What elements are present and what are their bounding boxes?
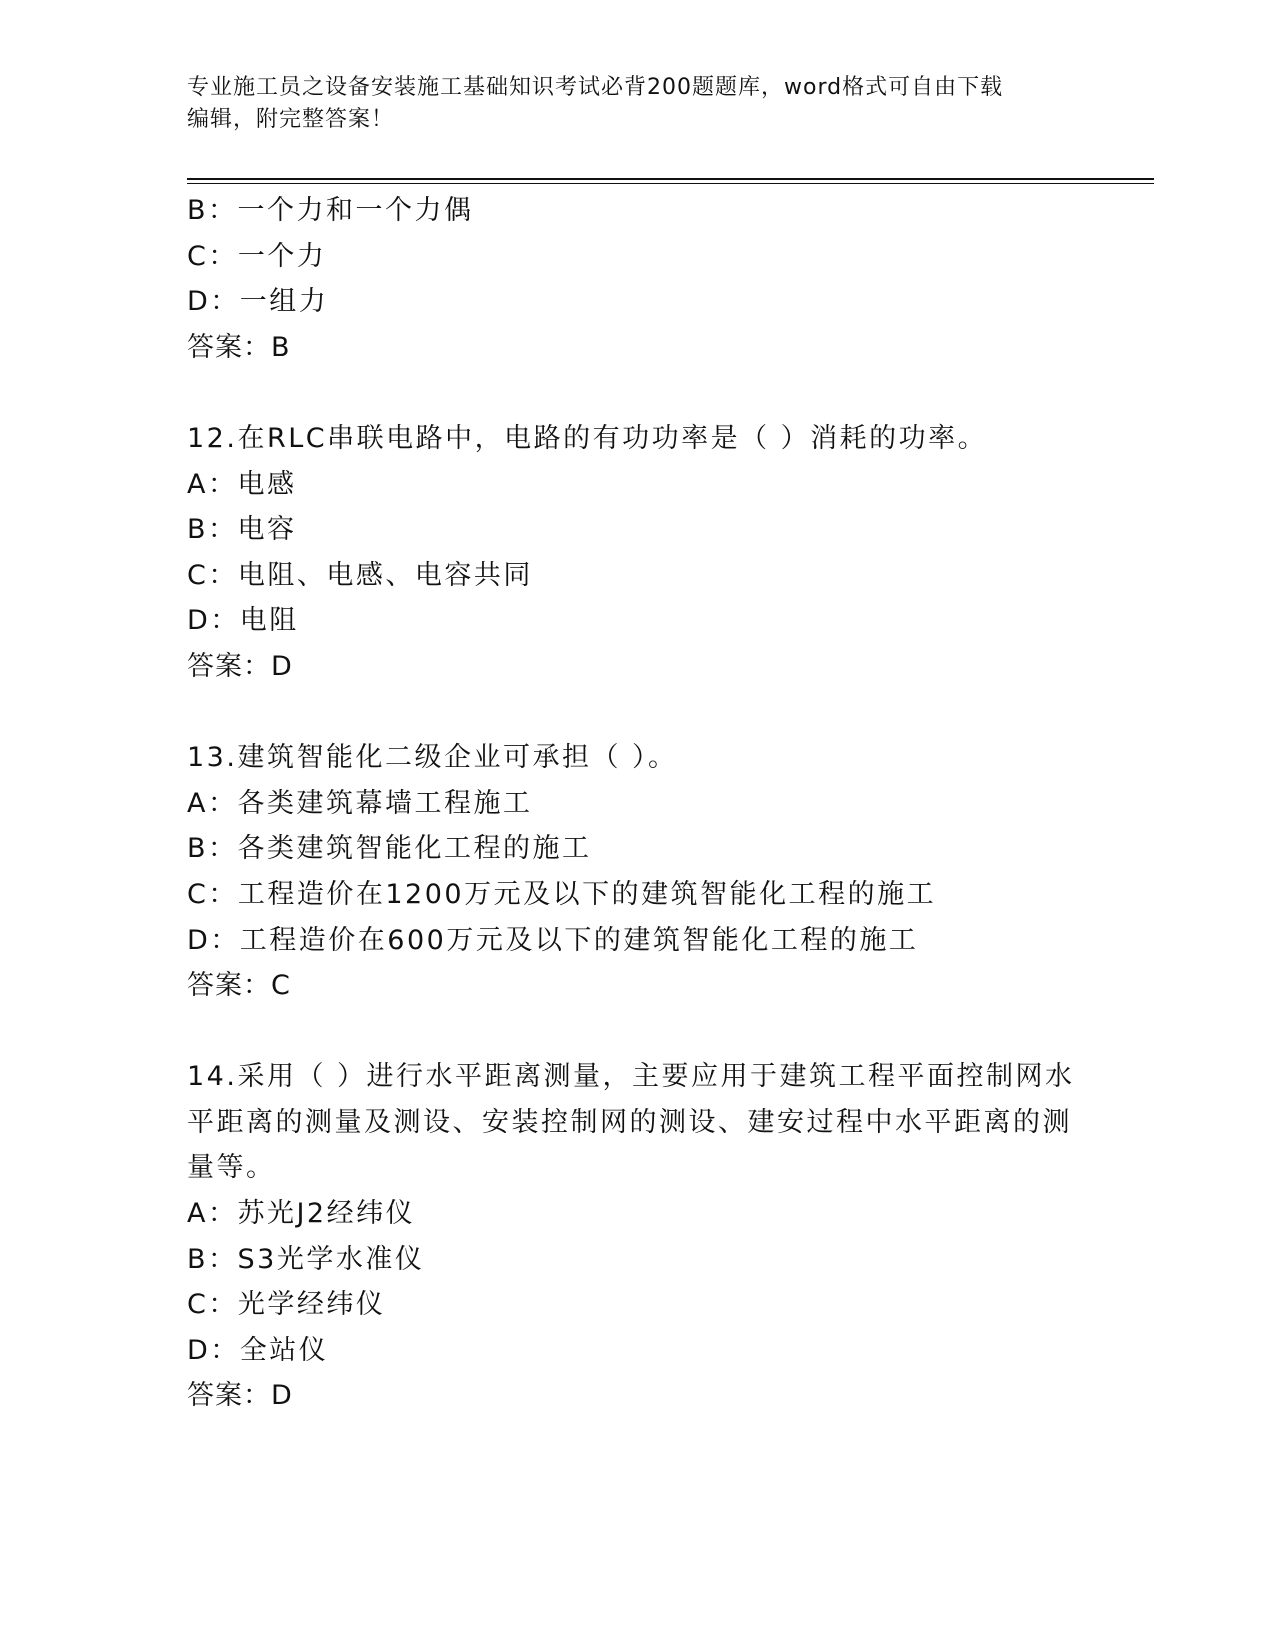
answer-line: 答案：C [187,970,291,1002]
header-divider-thin [187,183,1154,184]
option-d: D：一组力 [187,286,329,318]
header-title-line-1: 专业施工员之设备安装施工基础知识考试必背200题题库，word格式可自由下载 [187,75,1004,100]
question-stem: 13.建筑智能化二级企业可承担（ ）。 [187,742,678,774]
spacer [187,690,1087,736]
option-b: B：各类建筑智能化工程的施工 [187,833,592,865]
option-b: B：电容 [187,514,297,546]
option-c: C：工程造价在1200万元及以下的建筑智能化工程的施工 [187,878,937,910]
question-stem: 14.采用（ ）进行水平距离测量，主要应用于建筑工程平面控制网水平距离的测量及测设、安装控制网的测设、建安过程中水平距离的测量等。 [187,1061,1075,1184]
option-b: B：S3光学水准仪 [187,1243,425,1275]
question-stem: 12.在RLC串联电路中，电路的有功功率是（ ）消耗的功率。 [187,422,988,454]
option-a: A：苏光J2经纬仪 [187,1198,416,1230]
option-c: C：光学经纬仪 [187,1289,386,1321]
header-divider-thick [187,178,1154,180]
option-c: C：电阻、电感、电容共同 [187,559,533,591]
option-a: A：各类建筑幕墙工程施工 [187,787,533,819]
option-c: C：一个力 [187,240,327,272]
answer-line: 答案：D [187,1380,293,1412]
header-title-line-2: 编辑，附完整答案！ [187,107,395,132]
option-d: D：全站仪 [187,1334,329,1366]
question-12 [187,416,1087,690]
question-13 [187,735,1087,1009]
spacer [187,1009,1087,1055]
option-b: B：一个力和一个力偶 [187,195,474,226]
option-a: A：电感 [187,468,297,500]
document-header [187,72,1087,136]
option-d: D：电阻 [187,605,299,637]
answer-line: 答案：B [187,331,291,363]
answer-line: 答案：D [187,650,293,682]
spacer [187,370,1087,416]
option-d: D：工程造价在600万元及以下的建筑智能化工程的施工 [187,924,919,956]
document-body [187,188,1087,1419]
question-11-continued [187,188,1087,370]
question-14 [187,1054,1087,1419]
